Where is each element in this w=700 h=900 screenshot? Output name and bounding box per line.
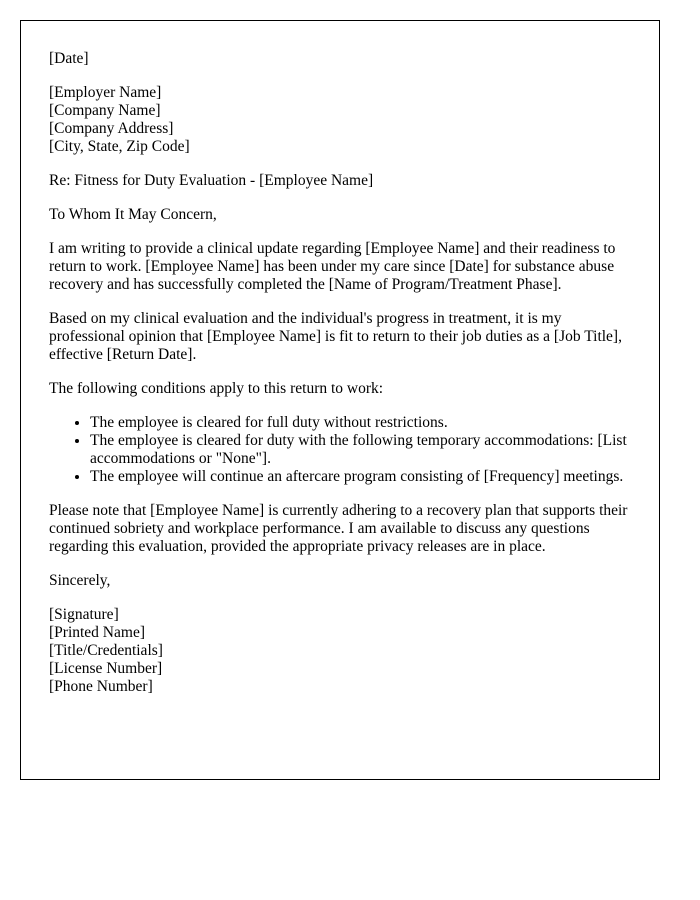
license-number-line: [License Number] <box>49 660 163 677</box>
subject-line: Re: Fitness for Duty Evaluation - [Employee Name] <box>49 172 374 189</box>
condition-item-full-duty: • The employee is cleared for full duty without restrictions. <box>90 414 631 432</box>
recipient-address <box>49 84 631 156</box>
condition-item-accommodations: • The employee is cleared for duty with the following temporary accommodations: [List accommodations or "None"]. <box>90 432 631 468</box>
paragraph-recovery-plan: Please note that [Employee Name] is currently adhering to a recovery plan that supports their continued sobriety and workplace performance. I am available to discuss any questions regarding this evaluation, provided the appropriate privacy releases are in place. <box>49 502 628 555</box>
printed-name-line: [Printed Name] <box>49 624 145 641</box>
recipient-company-address: [Company Address] <box>49 120 174 137</box>
conditions-list <box>49 414 631 486</box>
signature-line: [Signature] <box>49 606 119 623</box>
paragraph-clinical-update: I am writing to provide a clinical update regarding [Employee Name] and their readiness to return to work. [Employee Name] has been under my care since [Date] for substance abuse recovery and has successfully completed the [Name of Program/Treatment Phase]. <box>49 240 616 293</box>
date-line: [Date] <box>49 50 89 67</box>
salutation: To Whom It May Concern, <box>49 206 217 223</box>
letter-page <box>20 20 660 780</box>
recipient-company-name: [Company Name] <box>49 102 161 119</box>
closing: Sincerely, <box>49 572 111 589</box>
phone-number-line: [Phone Number] <box>49 678 153 695</box>
paragraph-professional-opinion: Based on my clinical evaluation and the individual's progress in treatment, it is my professional opinion that [Employee Name] is fit to return to their job duties as a [Job Title], effective [Return Date]. <box>49 310 622 363</box>
signature-block <box>49 606 631 696</box>
conditions-intro: The following conditions apply to this return to work: <box>49 380 384 397</box>
condition-item-aftercare: • The employee will continue an aftercare program consisting of [Frequency] meetings. <box>90 468 631 486</box>
recipient-employer-name: [Employer Name] <box>49 84 162 101</box>
title-credentials-line: [Title/Credentials] <box>49 642 163 659</box>
recipient-city-state-zip: [City, State, Zip Code] <box>49 138 190 155</box>
